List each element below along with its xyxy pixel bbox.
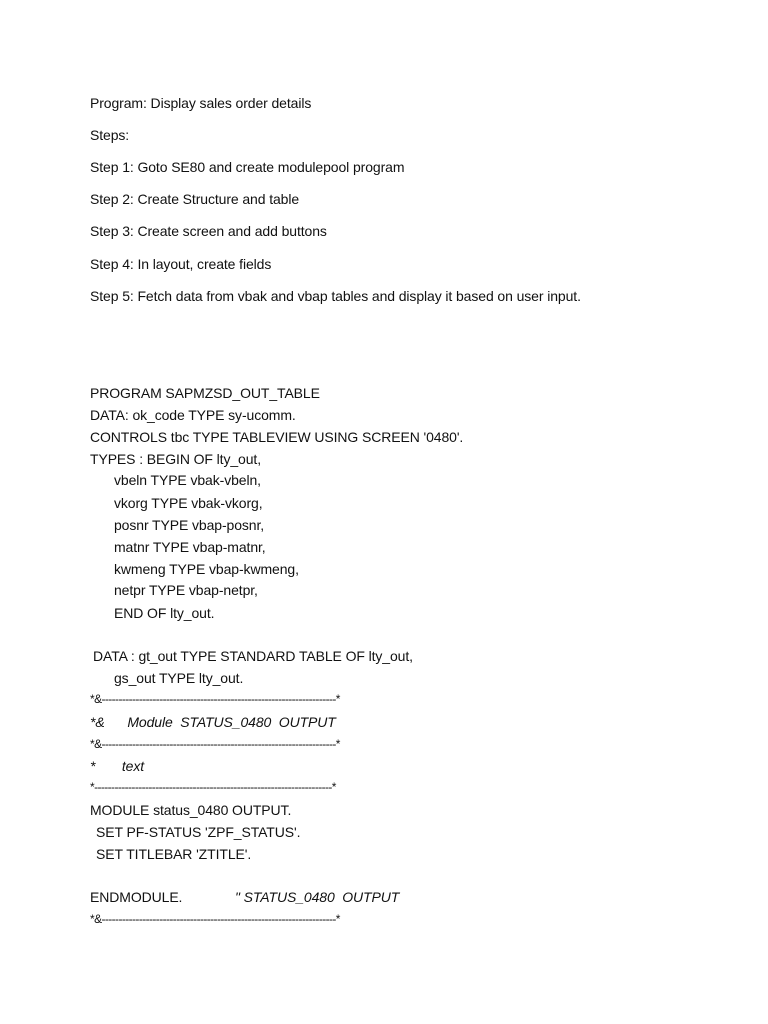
code-field-vkorg: vkorg TYPE vbak-vkorg, [114, 495, 263, 511]
code-field-posnr: posnr TYPE vbap-posnr, [114, 517, 265, 533]
step-3: Step 3: Create screen and add buttons [90, 223, 327, 239]
step-2: Step 2: Create Structure and table [90, 191, 300, 207]
code-text-comment: * text [90, 758, 145, 774]
code-endmodule-comment: " STATUS_0480 OUTPUT [235, 889, 400, 905]
code-data-gtout: DATA : gt_out TYPE STANDARD TABLE OF lty_out, [93, 648, 413, 664]
step-4: Step 4: In layout, create fields [90, 256, 272, 272]
step-1: Step 1: Goto SE80 and create modulepool program [90, 159, 405, 175]
code-separator-bottom: *&---------------------------------------------------------------------* [90, 912, 340, 926]
code-endmodule: ENDMODULE. [90, 889, 183, 905]
code-module-line: MODULE status_0480 OUTPUT. [90, 802, 292, 818]
program-title: Program: Display sales order details [90, 95, 312, 111]
code-program-line: PROGRAM SAPMZSD_OUT_TABLE [90, 385, 320, 401]
code-field-vbeln: vbeln TYPE vbak-vbeln, [114, 472, 261, 488]
code-field-netpr: netpr TYPE vbap-netpr, [114, 582, 258, 598]
code-set-titlebar: SET TITLEBAR 'ZTITLE'. [96, 846, 252, 862]
steps-heading: Steps: [90, 127, 130, 143]
code-module-comment: *& Module STATUS_0480 OUTPUT [90, 714, 336, 730]
code-field-matnr: matnr TYPE vbap-matnr, [114, 539, 266, 555]
code-data-okcode: DATA: ok_code TYPE sy-ucomm. [90, 407, 296, 423]
code-field-kwmeng: kwmeng TYPE vbap-kwmeng, [114, 561, 299, 577]
code-controls: CONTROLS tbc TYPE TABLEVIEW USING SCREEN '0480'. [90, 429, 464, 445]
code-types-begin: TYPES : BEGIN OF lty_out, [90, 451, 261, 467]
step-5: Step 5: Fetch data from vbak and vbap tables and display it based on user input. [90, 288, 581, 304]
code-separator-plain: *----------------------------------------------------------------------* [90, 780, 336, 794]
code-data-gsout: gs_out TYPE lty_out. [114, 670, 244, 686]
code-end-of-type: END OF lty_out. [114, 605, 215, 621]
code-separator-middle: *&---------------------------------------------------------------------* [90, 737, 340, 751]
code-separator-top: *&---------------------------------------------------------------------* [90, 692, 340, 706]
code-set-pf-status: SET PF-STATUS 'ZPF_STATUS'. [96, 824, 301, 840]
